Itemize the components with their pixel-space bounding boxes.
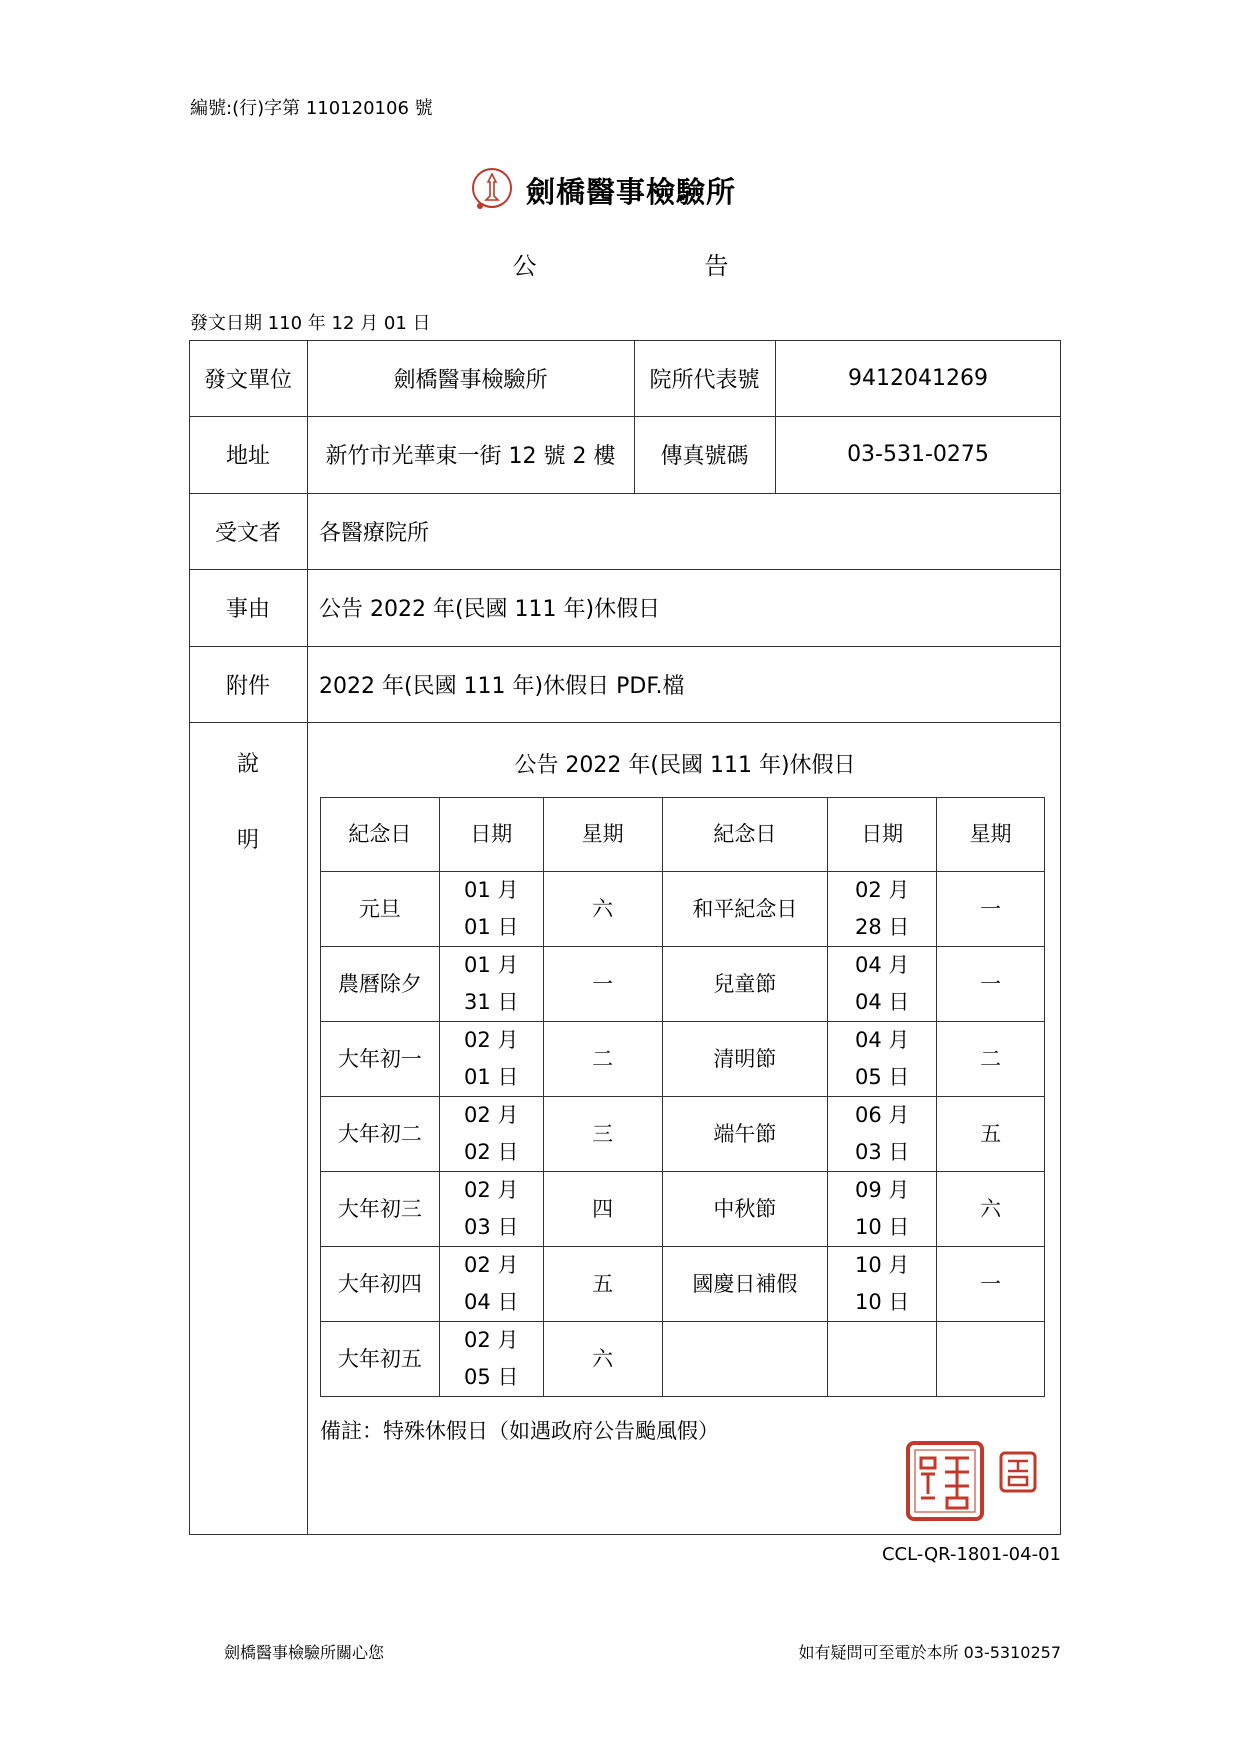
- holiday-weekday: 五: [937, 1097, 1045, 1172]
- holiday-name: 大年初四: [321, 1247, 440, 1322]
- subject-value: 公告 2022 年(民國 111 年)休假日: [319, 597, 661, 622]
- address-value: 新竹市光華東一街 12 號 2 樓: [325, 444, 616, 469]
- holiday-weekday: 五: [543, 1247, 662, 1322]
- date-month: 01 月: [464, 878, 519, 902]
- date-month: 02 月: [464, 1178, 519, 1202]
- date-day: 03 日: [464, 1215, 519, 1239]
- holiday-name: 大年初二: [321, 1097, 440, 1172]
- holiday-name: 兒童節: [662, 947, 828, 1022]
- column-header: 紀念日: [662, 798, 828, 872]
- notice-title: 公 告: [512, 252, 729, 280]
- column-header: 星期: [937, 798, 1045, 872]
- form-rule: [189, 722, 1061, 723]
- table-header-row: [321, 798, 1045, 872]
- holiday-weekday: 三: [543, 1097, 662, 1172]
- date-month: 04 月: [854, 953, 910, 977]
- date-day: 05 日: [464, 1365, 519, 1389]
- column-header: 日期: [439, 798, 543, 872]
- date-day: 04 日: [854, 990, 910, 1014]
- column-header: 紀念日: [321, 798, 440, 872]
- holiday-date: [828, 872, 937, 947]
- date-day: 01 日: [464, 1065, 519, 1089]
- holiday-date: [439, 872, 543, 947]
- recipient-label: 受文者: [214, 520, 281, 546]
- description-label-1: 說: [236, 751, 259, 777]
- holiday-weekday: 一: [543, 947, 662, 1022]
- table-row: [321, 1247, 1045, 1322]
- address-label: 地址: [225, 444, 270, 469]
- table-row: [321, 1022, 1045, 1097]
- subject-label: 事由: [225, 597, 270, 622]
- date-day: 04 日: [464, 1290, 519, 1314]
- holiday-name: 元旦: [321, 872, 440, 947]
- issuer-value: 劍橋醫事檢驗所: [393, 367, 548, 393]
- table-row: [321, 947, 1045, 1022]
- holiday-weekday: 一: [937, 1247, 1045, 1322]
- date-month: 02 月: [854, 878, 910, 902]
- holiday-name: [662, 1322, 828, 1397]
- holiday-date: [828, 1172, 937, 1247]
- holiday-weekday: 四: [543, 1172, 662, 1247]
- code-label: 院所代表號: [649, 367, 760, 393]
- holiday-name: 農曆除夕: [321, 947, 440, 1022]
- column-header: 日期: [828, 798, 937, 872]
- date-month: 10 月: [854, 1253, 910, 1277]
- holiday-date: [439, 1022, 543, 1097]
- table-row: [321, 1322, 1045, 1397]
- date-month: 06 月: [854, 1103, 910, 1127]
- footer-left: 劍橋醫事檢驗所關心您: [224, 1643, 385, 1662]
- holiday-weekday: 二: [543, 1022, 662, 1097]
- date-month: 02 月: [464, 1028, 519, 1052]
- holiday-weekday: 一: [937, 872, 1045, 947]
- holiday-name: 和平紀念日: [662, 872, 828, 947]
- holiday-date: [828, 1322, 937, 1397]
- brand-header: [468, 166, 736, 214]
- attachment-label: 附件: [225, 673, 270, 699]
- code-value: 9412041269: [848, 365, 988, 391]
- logo-icon: [468, 166, 516, 214]
- holiday-name: 中秋節: [662, 1172, 828, 1247]
- holiday-date: [439, 1097, 543, 1172]
- date-day: 05 日: [854, 1065, 910, 1089]
- date-day: 10 日: [854, 1215, 910, 1239]
- attachment-value: 2022 年(民國 111 年)休假日 PDF.檔: [319, 673, 685, 699]
- table-row: [321, 1097, 1045, 1172]
- date-day: 10 日: [854, 1290, 910, 1314]
- holiday-name: 大年初一: [321, 1022, 440, 1097]
- date-month: 02 月: [464, 1328, 519, 1352]
- holiday-table: [320, 797, 1045, 1397]
- date-day: 28 日: [854, 915, 910, 939]
- date-day: 01 日: [464, 915, 519, 939]
- holiday-date: [828, 947, 937, 1022]
- column-header: 星期: [543, 798, 662, 872]
- date-month: 02 月: [464, 1253, 519, 1277]
- holiday-weekday: [937, 1322, 1045, 1397]
- holiday-weekday: 二: [937, 1022, 1045, 1097]
- holiday-name: 大年初三: [321, 1172, 440, 1247]
- form-code: CCL-QR-1801-04-01: [881, 1544, 1061, 1565]
- responsible-seal: [999, 1451, 1037, 1493]
- holiday-name: 國慶日補假: [662, 1247, 828, 1322]
- holiday-date: [828, 1097, 937, 1172]
- date-month: 09 月: [854, 1178, 910, 1202]
- holiday-weekday: 六: [543, 872, 662, 947]
- table-row: [321, 872, 1045, 947]
- date-day: 03 日: [854, 1140, 910, 1164]
- fax-value: 03-531-0275: [847, 442, 989, 467]
- table-row: [321, 1172, 1045, 1247]
- holiday-weekday: 一: [937, 947, 1045, 1022]
- holiday-table-title: 公告 2022 年(民國 111 年)休假日: [514, 752, 856, 778]
- fax-label: 傳真號碼: [660, 444, 749, 469]
- holiday-date: [828, 1247, 937, 1322]
- holiday-weekday: 六: [937, 1172, 1045, 1247]
- holiday-name: 端午節: [662, 1097, 828, 1172]
- date-month: 01 月: [464, 953, 519, 977]
- holiday-name: 清明節: [662, 1022, 828, 1097]
- date-month: 04 月: [854, 1028, 910, 1052]
- issue-date: 發文日期 110 年 12 月 01 日: [190, 313, 431, 334]
- company-seal: [905, 1440, 985, 1522]
- brand-name: 劍橋醫事檢驗所: [526, 174, 737, 209]
- date-day: 31 日: [464, 990, 519, 1014]
- holiday-weekday: 六: [543, 1322, 662, 1397]
- holiday-date: [439, 1172, 543, 1247]
- holiday-date: [439, 947, 543, 1022]
- holiday-name: 大年初五: [321, 1322, 440, 1397]
- date-day: 02 日: [464, 1140, 519, 1164]
- holiday-date: [828, 1022, 937, 1097]
- issuer-label: 發文單位: [203, 367, 292, 393]
- document-number: 編號:(行)字第 110120106 號: [190, 98, 433, 119]
- holiday-date: [439, 1322, 543, 1397]
- recipient-value: 各醫療院所: [319, 520, 430, 546]
- footer-right: 如有疑問可至電於本所 03-5310257: [798, 1643, 1061, 1662]
- date-month: 02 月: [464, 1103, 519, 1127]
- description-label-2: 明: [236, 827, 259, 853]
- remark-note: 備註：特殊休假日（如遇政府公告颱風假）: [320, 1419, 719, 1443]
- holiday-date: [439, 1247, 543, 1322]
